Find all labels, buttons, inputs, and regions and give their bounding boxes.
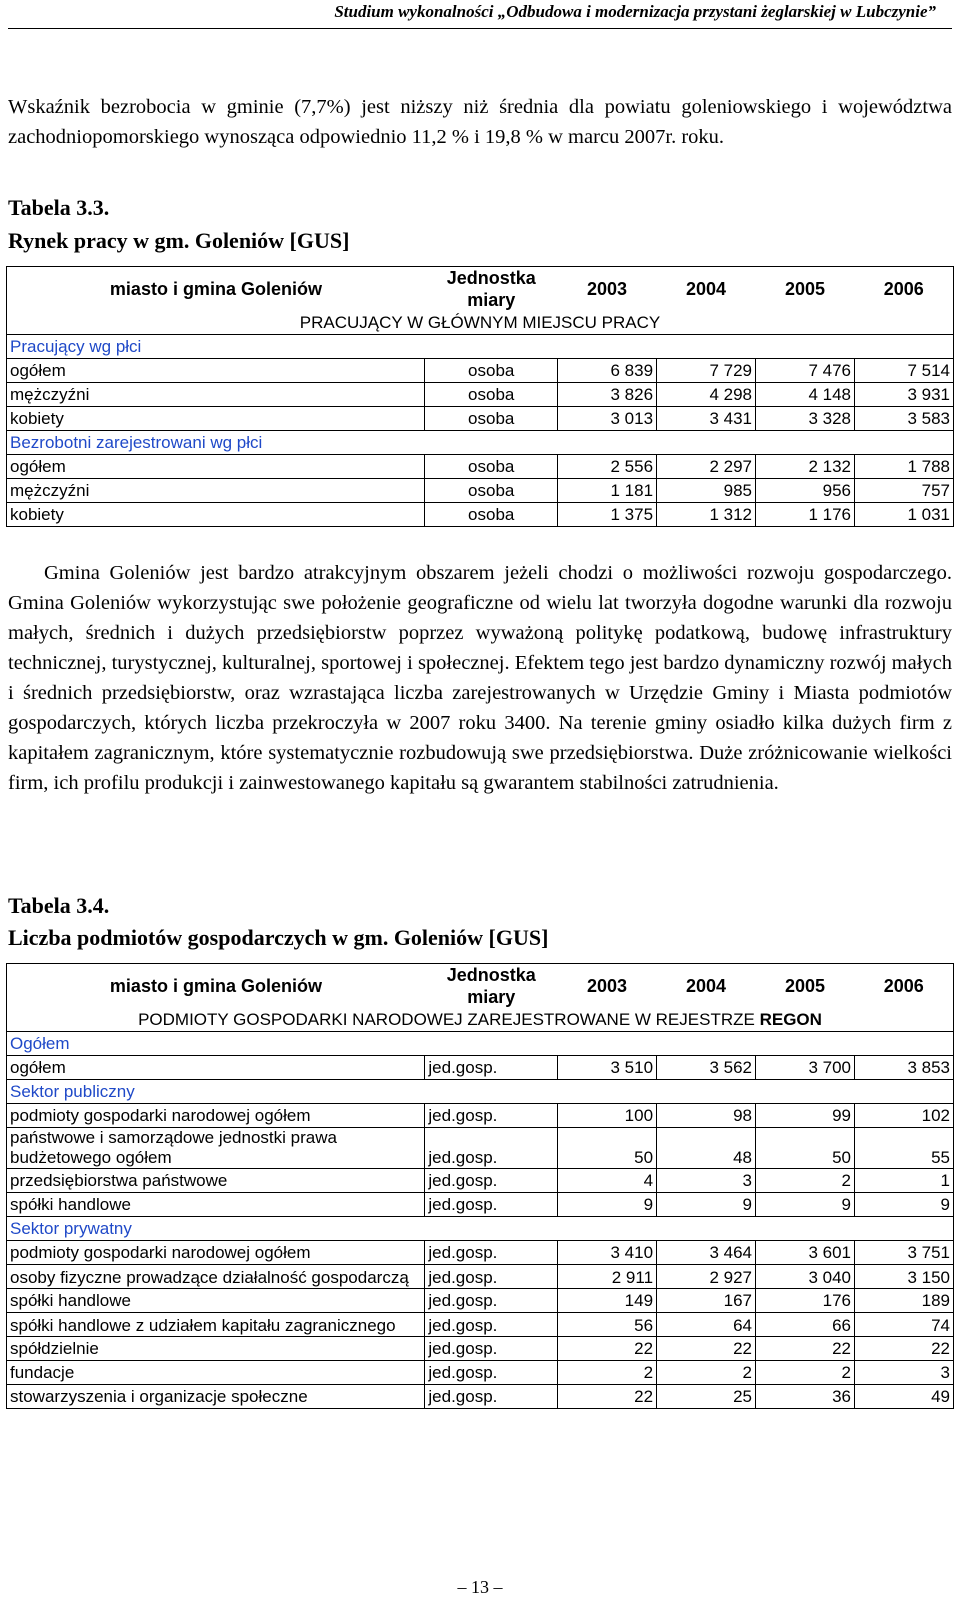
row-value: 66	[756, 1313, 855, 1337]
table1-year: 2006	[883, 279, 924, 299]
row-value: 22	[558, 1385, 657, 1409]
row-value: 2 556	[558, 455, 657, 479]
row-value: 176	[756, 1289, 855, 1313]
table1-category-row	[7, 431, 954, 455]
row-label: spółdzielnie	[7, 1337, 425, 1361]
table-row	[7, 1337, 954, 1361]
row-value: 36	[756, 1385, 855, 1409]
table1-caption-title: Rynek pracy w gm. Goleniów [GUS]	[8, 228, 350, 253]
row-value: 2 911	[558, 1265, 657, 1289]
table2-caption-number: Tabela 3.4.	[8, 893, 110, 918]
row-value: 189	[855, 1289, 954, 1313]
table2-category-row	[7, 1080, 954, 1104]
row-value: 2	[756, 1169, 855, 1193]
row-unit: osoba	[425, 503, 558, 527]
table-row	[7, 359, 954, 383]
table-labour-market	[6, 266, 954, 527]
row-label: ogółem	[7, 1056, 425, 1080]
row-value: 3 931	[855, 383, 954, 407]
header-rule	[8, 28, 952, 29]
table-row	[7, 1104, 954, 1128]
table1-header-row	[7, 267, 954, 312]
table1-year: 2003	[587, 279, 628, 299]
row-value: 3 601	[756, 1241, 855, 1265]
row-value: 22	[756, 1337, 855, 1361]
table1-year: 2004	[686, 279, 727, 299]
row-unit: jed.gosp.	[425, 1241, 558, 1265]
paragraph-economy: Gmina Goleniów jest bardzo atrakcyjnym obszarem jeżeli chodzi o możliwości rozwoju gospodarczego. Gmina Goleniów wykorzystując swe położenie geograficzne od wielu lat tworzyła dogodne warunki dla rozwoju małych, średnich i dużych przedsiębiorstw poprzez wyważoną politykę podatkową, budowę infrastruktury technicznej, turystycznej, kulturalnej, sportowej i społecznej. Efektem tego jest bardzo dynamiczny rozwój małych i średnich przedsiębiorstw, oraz wzrastająca liczba zarejestrowanych w Urzędzie Gminy i Miasta podmiotów gospodarczych, których liczba przekroczyła w 2007 roku 3400. Na terenie gminy osiadło kilka dużych firm z kapitałem zagranicznym, które systematycznie rozbudowują swe przedsiębiorstwa. Duże zróżnicowanie wielkości firm, ich profilu produkcji i zainwestowanego kapitału są gwarantem stabilności zatrudnienia.	[8, 562, 952, 794]
row-unit: osoba	[425, 383, 558, 407]
row-value: 25	[657, 1385, 756, 1409]
row-value: 7 476	[756, 359, 855, 383]
row-value: 100	[558, 1104, 657, 1128]
table2-section-title: PODMIOTY GOSPODARKI NARODOWEJ ZAREJESTROWANE W REJESTRZE	[138, 1009, 755, 1029]
row-value: 64	[657, 1313, 756, 1337]
row-value: 757	[855, 479, 954, 503]
table-row	[7, 503, 954, 527]
row-unit: jed.gosp.	[425, 1361, 558, 1385]
row-value: 167	[657, 1289, 756, 1313]
row-label: mężczyźni	[7, 479, 425, 503]
table-business-entities	[6, 963, 954, 1409]
table1-caption-number: Tabela 3.3.	[8, 195, 110, 220]
row-value: 3 853	[855, 1056, 954, 1080]
row-unit: jed.gosp.	[425, 1385, 558, 1409]
row-value: 48	[657, 1128, 756, 1169]
row-value: 1 375	[558, 503, 657, 527]
row-value: 7 729	[657, 359, 756, 383]
row-unit: osoba	[425, 359, 558, 383]
row-label: ogółem	[7, 359, 425, 383]
row-value: 2 132	[756, 455, 855, 479]
row-value: 7 514	[855, 359, 954, 383]
table2-section-cell	[7, 1008, 954, 1032]
row-unit: jed.gosp.	[425, 1056, 558, 1080]
row-value: 3	[657, 1169, 756, 1193]
table2-year: 2004	[686, 976, 727, 996]
table-row	[7, 1169, 954, 1193]
row-unit: osoba	[425, 479, 558, 503]
table2-year: 2003	[587, 976, 628, 996]
row-unit: jed.gosp.	[425, 1169, 558, 1193]
table-row	[7, 1361, 954, 1385]
row-label: podmioty gospodarki narodowej ogółem	[7, 1104, 425, 1128]
running-header: Studium wykonalności „Odbudowa i modernizacja przystani żeglarskiej w Lubczynie”	[334, 2, 936, 21]
table2-category-row	[7, 1217, 954, 1241]
row-unit: osoba	[425, 455, 558, 479]
row-value: 9	[756, 1193, 855, 1217]
row-value: 2	[657, 1361, 756, 1385]
row-value: 22	[558, 1337, 657, 1361]
row-label: mężczyźni	[7, 383, 425, 407]
table1-section-row	[7, 311, 954, 335]
row-label: spółki handlowe	[7, 1193, 425, 1217]
row-label: ogółem	[7, 455, 425, 479]
row-value: 3 751	[855, 1241, 954, 1265]
row-value: 55	[855, 1128, 954, 1169]
row-value: 50	[558, 1128, 657, 1169]
table-row	[7, 1265, 954, 1289]
row-value: 3 464	[657, 1241, 756, 1265]
row-value: 9	[855, 1193, 954, 1217]
row-unit: jed.gosp.	[425, 1337, 558, 1361]
table1-category-unemployed: Bezrobotni zarejestrowani wg płci	[7, 431, 954, 455]
table2-category-row	[7, 1032, 954, 1056]
table2-section-row	[7, 1008, 954, 1032]
table-row	[7, 455, 954, 479]
row-value: 3 040	[756, 1265, 855, 1289]
row-value: 4 148	[756, 383, 855, 407]
table-row	[7, 1128, 954, 1169]
table-row	[7, 1241, 954, 1265]
row-value: 4	[558, 1169, 657, 1193]
row-unit: jed.gosp.	[425, 1193, 558, 1217]
table-row	[7, 1313, 954, 1337]
row-label: stowarzyszenia i organizacje społeczne	[7, 1385, 425, 1409]
row-unit: jed.gosp.	[425, 1289, 558, 1313]
table-row	[7, 1193, 954, 1217]
row-value: 3 826	[558, 383, 657, 407]
table-row	[7, 1056, 954, 1080]
row-label: osoby fizyczne prowadzące działalność gospodarczą	[7, 1265, 425, 1289]
row-value: 56	[558, 1313, 657, 1337]
row-value: 49	[931, 1386, 950, 1406]
table2-section-regon: REGON	[759, 1009, 822, 1029]
row-unit: jed.gosp.	[425, 1128, 558, 1169]
row-value: 50	[756, 1128, 855, 1169]
table2-year: 2005	[784, 976, 826, 996]
table-row	[7, 383, 954, 407]
row-label: państwowe i samorządowe jednostki prawa budżetowego ogółem	[7, 1128, 425, 1169]
table2-category-total: Ogółem	[7, 1032, 954, 1056]
row-label: przedsiębiorstwa państwowe	[7, 1169, 425, 1193]
row-label: fundacje	[7, 1361, 425, 1385]
row-label: podmioty gospodarki narodowej ogółem	[7, 1241, 425, 1265]
table2-category-public: Sektor publiczny	[7, 1080, 954, 1104]
row-value: 9	[657, 1193, 756, 1217]
row-value: 2	[558, 1361, 657, 1385]
row-value: 102	[855, 1104, 954, 1128]
row-value: 3 410	[558, 1241, 657, 1265]
row-value: 3 510	[558, 1056, 657, 1080]
table1-category-employed: Pracujący wg płci	[7, 335, 954, 359]
table2-header-unit: Jednostka miary	[446, 965, 536, 1007]
row-value: 1 176	[756, 503, 855, 527]
table1-category-row	[7, 335, 954, 359]
row-value: 3 431	[657, 407, 756, 431]
row-value: 3 562	[657, 1056, 756, 1080]
row-value: 22	[855, 1337, 954, 1361]
row-unit: jed.gosp.	[425, 1104, 558, 1128]
table1-header-unit: Jednostka miary	[446, 268, 536, 310]
row-value: 74	[855, 1313, 954, 1337]
row-value: 1	[855, 1169, 954, 1193]
row-value: 2 297	[657, 455, 756, 479]
row-value: 3 328	[756, 407, 855, 431]
row-value: 3 013	[558, 407, 657, 431]
row-value: 1 031	[907, 504, 950, 524]
row-unit: jed.gosp.	[425, 1265, 558, 1289]
row-value: 6 839	[558, 359, 657, 383]
table-row	[7, 1385, 954, 1409]
row-value: 2 927	[657, 1265, 756, 1289]
row-value: 956	[756, 479, 855, 503]
row-value: 1 788	[855, 455, 954, 479]
table2-caption-title: Liczba podmiotów gospodarczych w gm. Goleniów [GUS]	[8, 925, 549, 950]
row-value: 98	[657, 1104, 756, 1128]
table-row	[7, 407, 954, 431]
paragraph-unemployment: Wskaźnik bezrobocia w gminie (7,7%) jest niższy niż średnia dla powiatu goleniowskiego i województwa zachodniopomorskiego wynosząca odpowiednio 11,2 % i 19,8 % w marcu 2007r. roku.	[8, 96, 952, 148]
row-value: 2	[756, 1361, 855, 1385]
row-value: 4 298	[657, 383, 756, 407]
row-value: 149	[558, 1289, 657, 1313]
row-unit: osoba	[425, 407, 558, 431]
row-value: 985	[657, 479, 756, 503]
row-value: 22	[657, 1337, 756, 1361]
table-row	[7, 479, 954, 503]
row-value: 3 150	[855, 1265, 954, 1289]
row-value: 3	[855, 1361, 954, 1385]
row-label: spółki handlowe	[7, 1289, 425, 1313]
page-number: – 13 –	[457, 1577, 503, 1597]
row-label: kobiety	[7, 407, 425, 431]
row-value: 1 181	[558, 479, 657, 503]
row-label: spółki handlowe z udziałem kapitału zagranicznego	[7, 1313, 425, 1337]
row-value: 1 312	[657, 503, 756, 527]
row-value: 99	[756, 1104, 855, 1128]
table1-year: 2005	[784, 279, 826, 299]
row-value: 3 583	[855, 407, 954, 431]
table2-category-private: Sektor prywatny	[7, 1217, 954, 1241]
table-row	[7, 1289, 954, 1313]
row-label: kobiety	[7, 503, 425, 527]
table2-header-name: miasto i gmina Goleniów	[109, 976, 322, 996]
row-unit: jed.gosp.	[425, 1313, 558, 1337]
table2-header-row	[7, 964, 954, 1009]
row-value: 9	[558, 1193, 657, 1217]
table1-section-title: PRACUJĄCY W GŁÓWNYM MIEJSCU PRACY	[7, 311, 954, 335]
table1-header-name: miasto i gmina Goleniów	[109, 279, 322, 299]
table2-year: 2006	[883, 976, 924, 996]
row-value: 3 700	[756, 1056, 855, 1080]
